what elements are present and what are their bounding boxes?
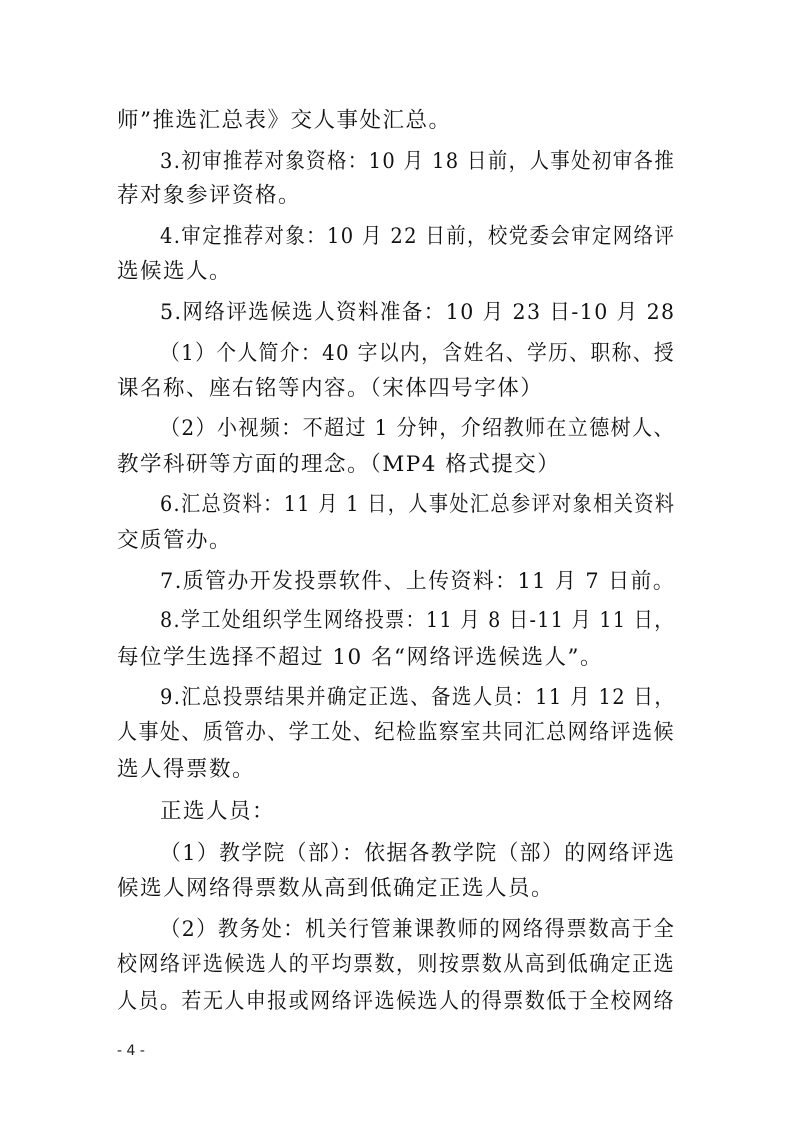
text-line: 4.审定推荐对象：10 月 22 日前，校党委会审定网络评 xyxy=(160,224,676,249)
text-line: （2）小视频：不超过 1 分钟，介绍教师在立德树人、 xyxy=(160,416,675,441)
text-line: 7.质管办开发投票软件、上传资料：11 月 7 日前。 xyxy=(160,569,676,594)
text-line: 5.网络评选候选人资料准备：10 月 23 日-10 月 28 xyxy=(160,300,676,325)
text-line: 人事处、质管办、学工处、纪检监察室共同汇总网络评选候 xyxy=(117,720,675,745)
text-line: （1）个人简介：40 字以内，含姓名、学历、职称、授 xyxy=(160,341,676,366)
text-line: 人员。若无人申报或网络评选候选人的得票数低于全校网络 xyxy=(117,989,675,1014)
text-line: 选候选人。 xyxy=(117,259,233,284)
text-line: 荐对象参评资格。 xyxy=(117,183,302,208)
text-line: 每位学生选择不超过 10 名“网络评选候选人”。 xyxy=(117,645,604,670)
text-line: 教学科研等方面的理念。（MP4 格式提交） xyxy=(117,452,561,477)
text-line: 交质管办。 xyxy=(117,528,233,553)
text-line: 3.初审推荐对象资格：10 月 18 日前，人事处初审各推 xyxy=(160,149,676,174)
text-line: 正选人员： xyxy=(160,799,276,824)
text-line: （1）教学院（部）：依据各教学院（部）的网络评选 xyxy=(160,841,676,866)
text-line: 课名称、座右铭等内容。（宋体四号字体） xyxy=(117,376,544,401)
text-line: 候选人网络得票数从高到低确定正选人员。 xyxy=(117,876,555,901)
text-line: 师”推选汇总表》交人事处汇总。 xyxy=(117,108,452,133)
text-line: 8.学工处组织学生网络投票：11 月 8 日-11 月 11 日， xyxy=(160,608,675,633)
text-line: 校网络评选候选人的平均票数，则按票数从高到低确定正选 xyxy=(117,952,675,977)
text-line: 选人得票数。 xyxy=(117,757,256,782)
text-line: 6.汇总资料：11 月 1 日，人事处汇总参评对象相关资料 xyxy=(160,492,676,517)
page-number: - 4 - xyxy=(117,1043,145,1059)
text-line: 9.汇总投票结果并确定正选、备选人员：11 月 12 日， xyxy=(160,685,676,710)
text-line: （2）教务处：机关行管兼课教师的网络得票数高于全 xyxy=(160,917,676,942)
